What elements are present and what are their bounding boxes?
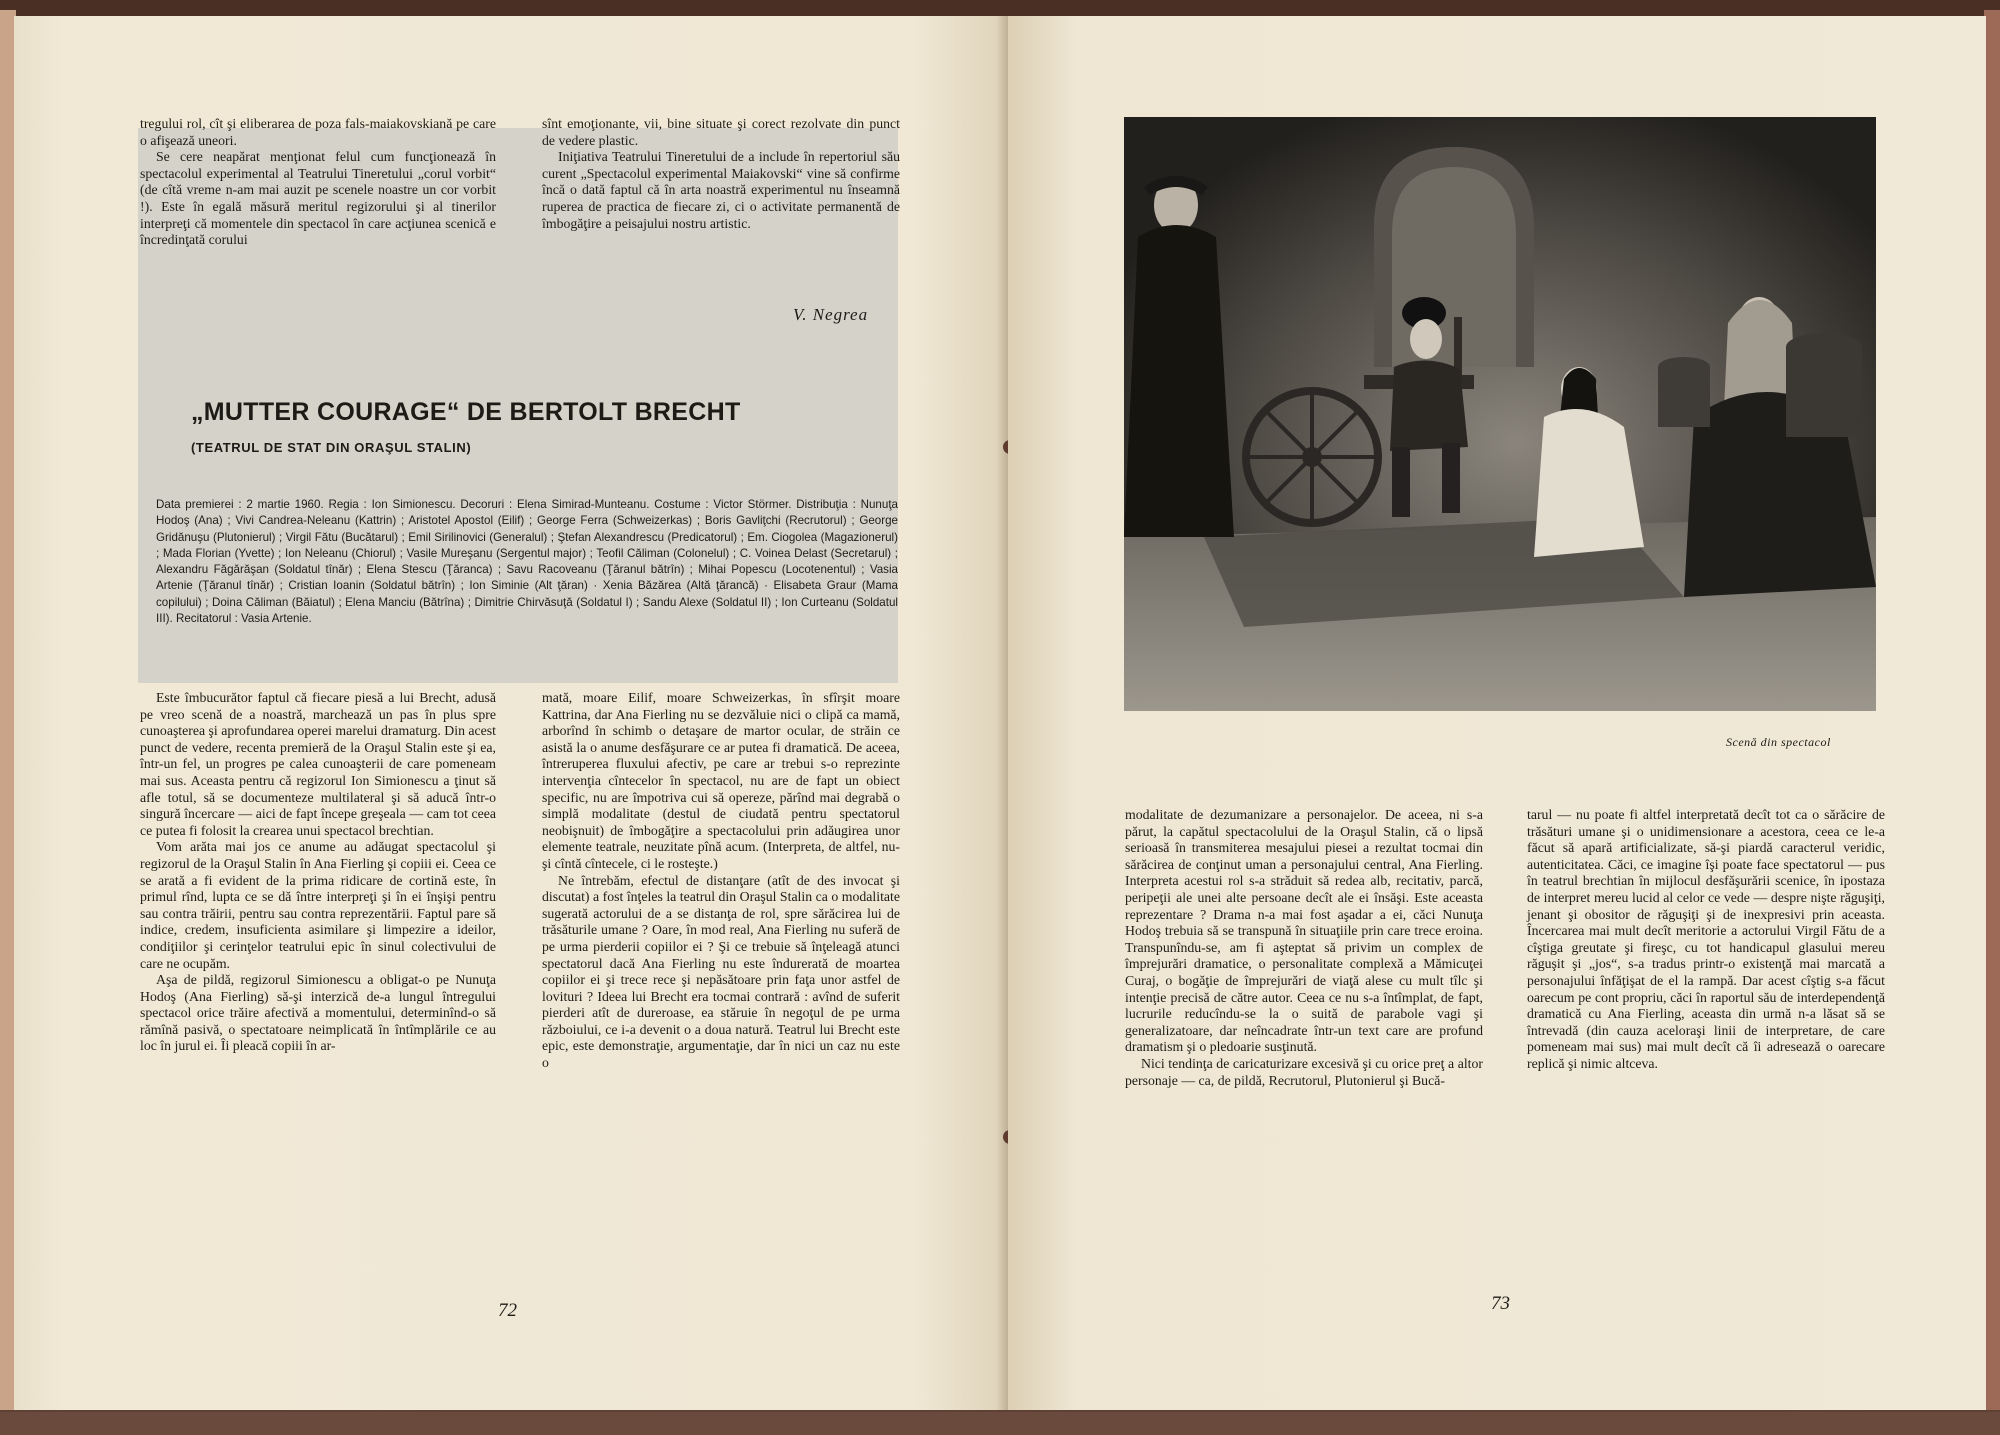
cart-wheel <box>1246 391 1378 523</box>
paragraph: Nici tendinţa de caricaturizare excesivă şi cu orice preţ a altor personaje — ca, de pildă, Recrutorul, Plutonierul şi Bucă- <box>1125 1055 1483 1088</box>
production-credits: Data premierei : 2 martie 1960. Regia : Ion Simionescu. Decoruri : Elena Simirad-Munteanu. Costume : Victor Störmer. Distribuţia : Nunuţa Hodoş (Ana) ; Vivi Candrea-Neleanu (Kattrin) ; Aristotel Apostol (Eilif) ; George Ferra (Schweizerkas) ; Boris Gavliţchi (Recrutorul) ; George Gridănuşu (Plutonierul) ; Virgil Fătu (Bucătarul) ; Emil Sirilinovici (Generalul) ; Ştefan Alexandrescu (Predicatorul) ; Em. Ciogolea (Magazionerul) ; Mada Florian (Yvette) ; Ion Neleanu (Chiorul) ; Vasile Mureşanu (Sergentul major) ; Teofil Căliman (Colonelul) ; C. Voinea Delast (Secretarul) ; Alexandru Făgărăşan (Soldatul tînăr) ; Elena Stescu (Ţăranca) ; Savu Racoveanu (Ţăranul bătrîn) ; Mihai Popescu (Locotenentul) ; Vasia Artenie (Ţăranul tînăr) ; Cristian Ioanin (Soldatul bătrîn) ; Ion Siminie (Alt ţăran) · Xenia Băzărea (Altă ţărancă) · Elisabeta Graur (Mama copilului) ; Doina Căliman (Băiatul) ; Elena Manciu (Bătrîna) ; Dimitrie Chirvăsuţă (Soldatul I) ; Sandu Alexe (Soldatul II) ; Ion Curteanu (Soldatul III). Recitatorul : Vasia Artenie. <box>156 498 898 626</box>
stage-scene-image <box>1124 117 1876 711</box>
column-right-top <box>542 116 900 232</box>
paragraph: Aşa de pildă, regizorul Simionescu a obligat-o pe Nunuţa Hodoş (Ana Fierling) să-şi interzică de-a lungul întregului spectacol orice trăire afectivă a momentului, determinînd-o să rămînă pasivă, o spectatoare neimplicată în întîmplările ce au loc în jurul ei. Îi pleacă copiii în ar- <box>140 972 496 1054</box>
column-left-bottom <box>140 690 496 1055</box>
book-cover-bottom <box>0 1412 2000 1435</box>
paragraph: sînt emoţionante, vii, bine situate şi corect rezolvate din punct de vedere plastic. <box>542 116 900 148</box>
stage-photo <box>1124 117 1876 711</box>
paragraph: mată, moare Eilif, moare Schweizerkas, în sfîrşit moare Kattrina, dar Ana Fierling nu se dezvăluie nici o clipă ca mamă, arborînd în schimb o detaşare de martor ocular, de străin ce asistă la o anume desfăşurare ce ar putea fi dramatică. De aceea, întreruperea fluxului afectiv, pe care ar trebui s-o reprezinte intervenţia cîntecelor în spectacol, nu are de fapt un obiect specific, nu are împotriva cui să opereze, părînd mai degrabă o simplă modalitate (destul de ciudată pentru spectatorul neobişnuit) de îmbogăţire a spectacolului prin adăugirea unor elemente teatrale, neuzitate pînă acum. (Interpreta, de altfel, nu-şi cîntă cîntecele, ci le rosteşte.) <box>542 690 900 871</box>
column-right <box>1527 807 1885 1073</box>
paragraph: Ne întrebăm, efectul de distanţare (atît de des invocat şi discutat) a fost înţeles la teatrul din Oraşul Stalin ca o modalitate sugerată actorului de a se distanţa de rol, spre sărăcirea lui de trăsăturile umane ? Oare, în mod real, Ana Fierling nu suferă de pe urma pierderii copiilor ei ? Şi ce trebuie să înţeleagă atunci spectatorul dacă Ana Fierling nu este îndurerată de moartea copiilor ei şi trece rece şi nepăsătoare prin faţa unor astfel de lovituri ? Ideea lui Brecht era tocmai contrară : avînd de suferit pierderi atît de dureroase, ea stăruie în negoţul de pe urma războiului, ce i-a devenit o a doua natură. Teatrul lui Brecht este epic, este demonstraţie, argumentaţie, dar în nici un caz nu este o <box>542 872 900 1071</box>
left-page <box>14 16 1014 1410</box>
paragraph: Iniţiativa Teatrului Tineretului de a include în repertoriul său curent „Spectacolul experimental Maiakovski“ vine să confirme încă o dată faptul că în arta noastră experimentul nu înseamnă ruperea de practica de fiecare zi, ci o activitate permanentă de îmbogăţire a peisajului nostru artistic. <box>542 149 900 231</box>
article-subtitle: (TEATRUL DE STAT DIN ORAŞUL STALIN) <box>191 440 472 455</box>
column-left <box>1125 807 1483 1089</box>
page-stack-right <box>1984 10 2000 1410</box>
page-number: 73 <box>1491 1293 1510 1314</box>
page-number: 72 <box>498 1300 517 1321</box>
paragraph: modalitate de dezumanizare a personajelor. De aceea, ni s-a părut, la capătul spectacolului de la Oraşul Stalin, că o lipsă serioasă în transmiterea mesajului piesei a rezultat tocmai din sărăcirea de conţinut uman a personajului central, Ana Fierling. Interpreta acestui rol s-a străduit să redea alb, recitativ, parcă, peripeţii ale unei alte persoane decît ale ei însăşi. Este aceasta reprezentare ? Drama n-a mai fost aşadar a ei, căci Nunuţa Hodoş trebuia să se transpună în situaţiile prin care trece eroina. Transpunîndu-se, am fi aşteptat să privim un complex de împrejurări dramatice, o personalitate complexă a Mămicuţei Curaj, o bogăţie de împrejurări de viaţă alese cu mult tîlc şi intenţie precisă de către autor. Ceea ce nu s-a întîmplat, de fapt, lucrurile reducîndu-se la o suită de parabole vagi şi generalizatoare, dar neîncadrate într-un text care are profund dramatism şi o pledoarie susţinută. <box>1125 807 1483 1055</box>
article-title: „MUTTER COURAGE“ DE BERTOLT BRECHT <box>191 398 741 426</box>
photo-caption: Scenă din spectacol <box>1726 735 1831 749</box>
column-left-top <box>140 116 496 249</box>
paragraph: tregului rol, cît şi eliberarea de poza fals-maiakovskiană pe care o afişează uneori. <box>140 116 496 148</box>
paragraph: Se cere neapărat menţionat felul cum funcţionează în spectacolul experimental al Teatrului Tineretului „corul vorbit“ (de cîtă vreme n-am mai auzit pe scenele noastre un cor vorbit !). Este în egală măsură meritul regizorului şi al tinerilor interpreţi că momentele din spectacol în care acţiunea scenică e încredinţată corului <box>140 149 496 248</box>
column-right-bottom <box>542 690 900 1072</box>
paragraph: Vom arăta mai jos ce anume au adăugat spectacolul şi regizorul de la Oraşul Stalin în Ana Fierling şi copiii ei. Ceea ce se arată a fi evident de la prima ridicare de cortină este, în primul rînd, lupta ce se dă între interpreţi şi în ei înşişi pentru sau contra trăirii, pentru sau contra reprezentării. Faptul pare să indice, credem, insuficienta asimilare şi limpezire a ideilor, condiţiilor şi cerinţelor teatrului epic în sinul colectivului de care ne ocupăm. <box>140 839 496 971</box>
paragraph: Este îmbucurător faptul că fiecare piesă a lui Brecht, adusă pe vreo scenă de a noastră, marchează un pas în plus spre cunoaşterea şi aprofundarea operei marelui dramaturg. Din acest punct de vedere, recenta premieră de la Oraşul Stalin este şi ea, într-un fel, un progres pe calea cunoaşterii de care pomeneam mai sus. Aceasta pentru că regizorul Ion Simionescu a ţinut să afle totul, să se documenteze multilateral şi să aducă într-o singură încercare — aici de fapt începe greşeala — cam tot ceea ce putea fi folosit la crearea unui spectacol brechtian. <box>140 690 497 838</box>
author-signature: V. Negrea <box>793 305 869 324</box>
paragraph: tarul — nu poate fi altfel interpretată decît tot ca o sărăcire de trăsături umane şi o unidimensionare a acestora, ceea ce le-a făcut să apară artificializate, să-şi piardă caracterul veridic, autenticitatea. Căci, ce imagine îşi poate face spectatorul — pus în teatrul brechtian în mijlocul desfăşurării scenice, în ipostaza de interpret mereu lucid al celor ce vede — despre nişte răguşiţi, jenant şi obositor de răguşiţi şi de inexpresivi prin aceasta. Încercarea mai mult decît meritorie a actorului Virgil Fătu de a cîştiga greutate şi fireşc, cu tot handicapul glasului mereu răguşit şi „jos“, s-a tradus printr-o existenţă mai marcată a personajului înfăţişat de el la rampă. Dar acest cîştig s-a făcut oarecum pe cont propriu, căci în raportul său de interdependenţă dramatică cu Ana Fierling, aceasta din urmă n-a lăsat să se întrevadă (din cauza aceloraşi linii de interpretare, de care pomeneam mai sus) mai mult decît că îi adresează o oarecare replică şi nimic altceva. <box>1527 807 1885 1071</box>
